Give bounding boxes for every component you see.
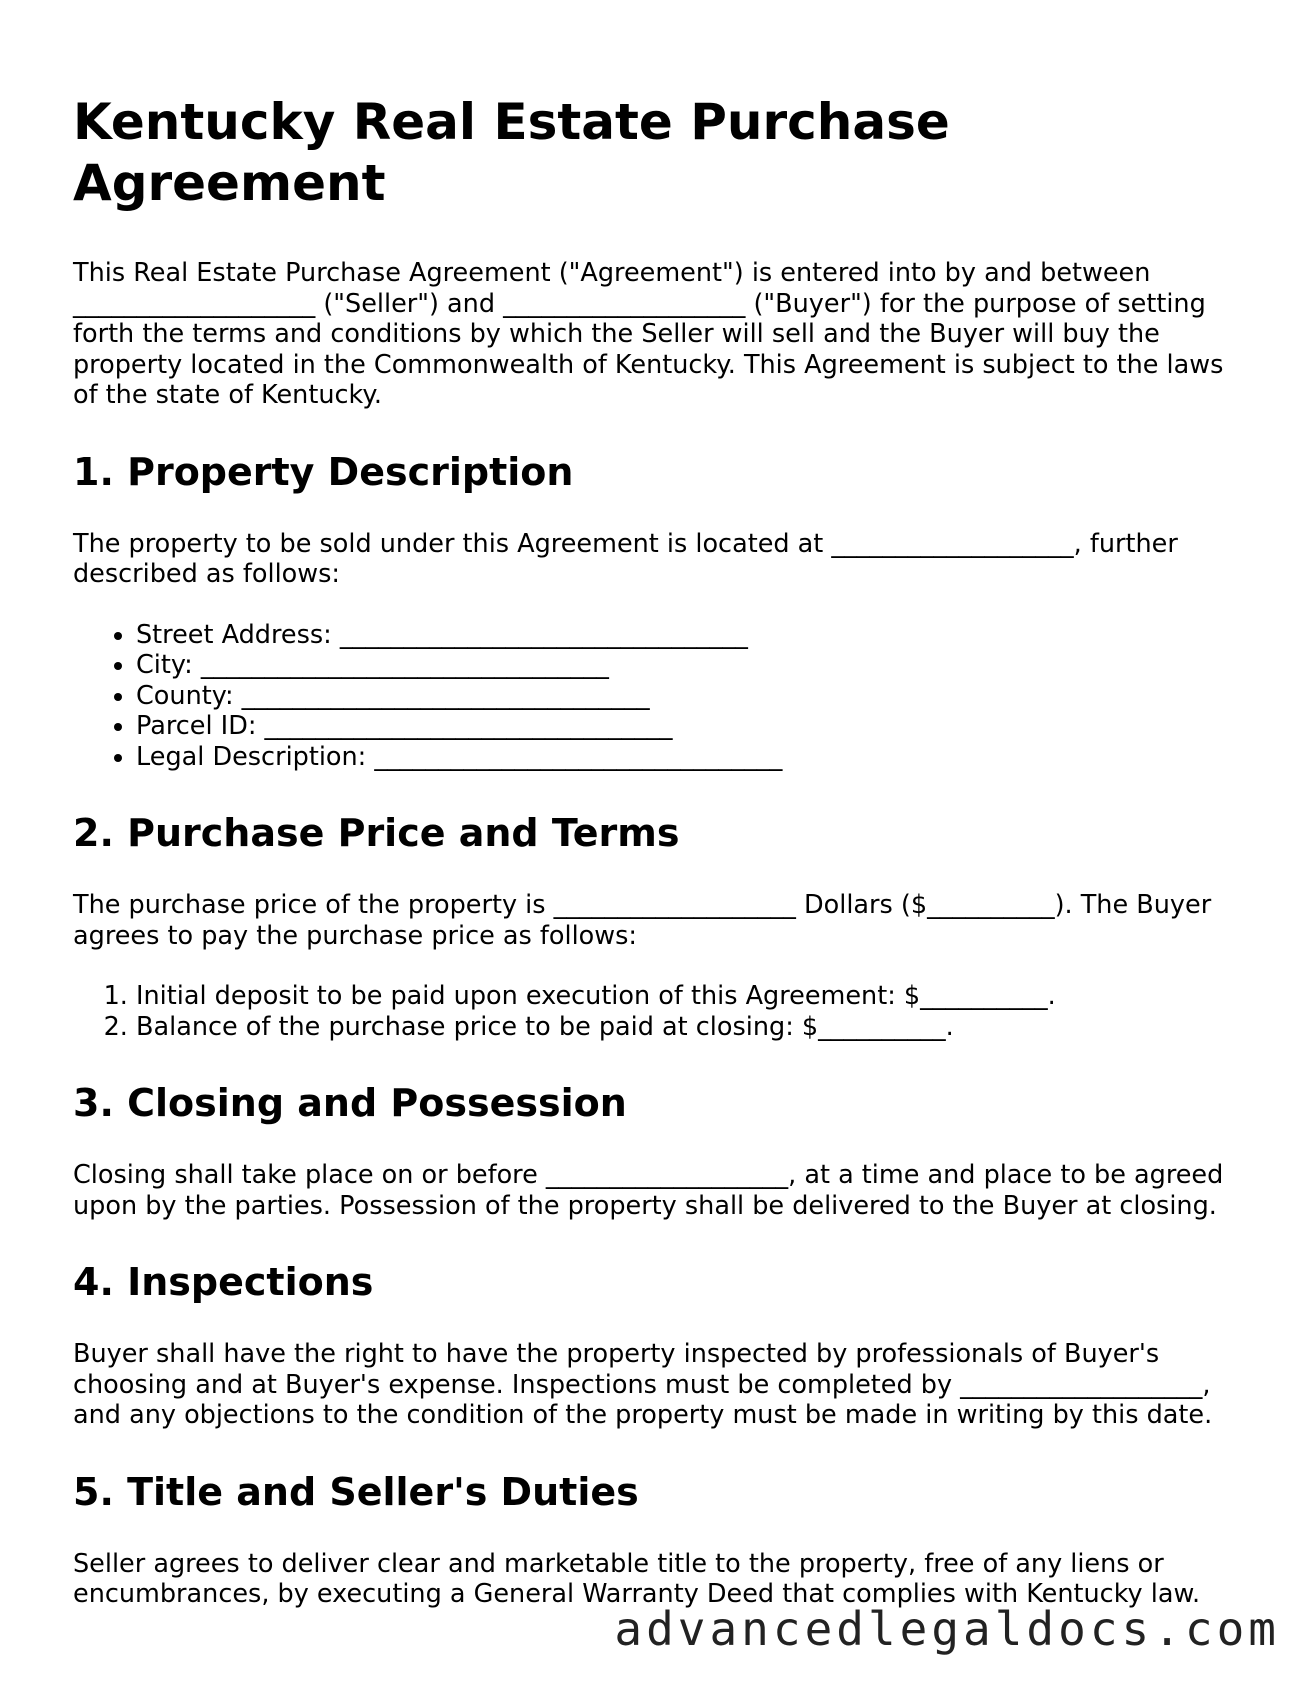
section-heading-title: 5. Title and Seller's Duties [73, 1469, 639, 1514]
property-details-list [73, 620, 1243, 773]
section-body-property-description: The property to be sold under this Agreement is located at ___________________, further described as follows: [73, 528, 1178, 589]
section-body-title: Seller agrees to deliver clear and marketable title to the property, free of any liens or encumbrances, by executing a General Warranty Deed that complies with Kentucky law. [73, 1548, 1201, 1609]
watermark-text: advancedlegaldocs.com [614, 1602, 1280, 1656]
section-heading-inspections: 4. Inspections [73, 1260, 374, 1304]
list-item-street-address: • Street Address: ________________________________ [136, 620, 1243, 651]
list-item-legal-description: • Legal Description: ________________________________ [136, 742, 1243, 773]
list-item-initial-deposit: 1. Initial deposit to be paid upon execution of this Agreement: $__________. [136, 981, 1243, 1012]
section-heading-property-description: 1. Property Description [73, 449, 574, 494]
intro-paragraph: This Real Estate Purchase Agreement ("Agreement") is entered into by and between ___________________ ("Seller") and ___________________ ("Buyer") for the purpose of setting forth the terms and conditions by which the Seller will sell and the Buyer will buy the property located in the Commonwealth of Kentucky. This Agreement is subject to the laws of the state of Kentucky. [73, 258, 1224, 410]
list-item-county: • County: ________________________________ [136, 681, 1243, 712]
payment-terms-list [73, 981, 1243, 1042]
document-title: Kentucky Real Estate Purchase Agreement [73, 93, 950, 212]
list-item-parcel-id: • Parcel ID: ________________________________ [136, 711, 1243, 742]
list-item-city: • City: ________________________________ [136, 650, 1243, 681]
section-body-inspections: Buyer shall have the right to have the property inspected by professionals of Buyer's choosing and at Buyer's expense. Inspections must be completed by ___________________, and any objections to the condition of the property must be made in writing by this date. [73, 1339, 1213, 1430]
document-page [73, 92, 1243, 1648]
section-body-purchase-price: The purchase price of the property is ___________________ Dollars ($__________). The Buyer agrees to pay the purchase price as follows: [73, 890, 1212, 951]
section-heading-closing: 3. Closing and Possession [73, 1081, 627, 1125]
section-body-closing: Closing shall take place on or before ___________________, at a time and place to be agreed upon by the parties. Possession of the property shall be delivered to the Buyer at closing. [73, 1160, 1224, 1221]
list-item-balance-at-closing: 2. Balance of the purchase price to be paid at closing: $__________. [136, 1012, 1243, 1043]
section-heading-purchase-price: 2. Purchase Price and Terms [73, 811, 680, 855]
